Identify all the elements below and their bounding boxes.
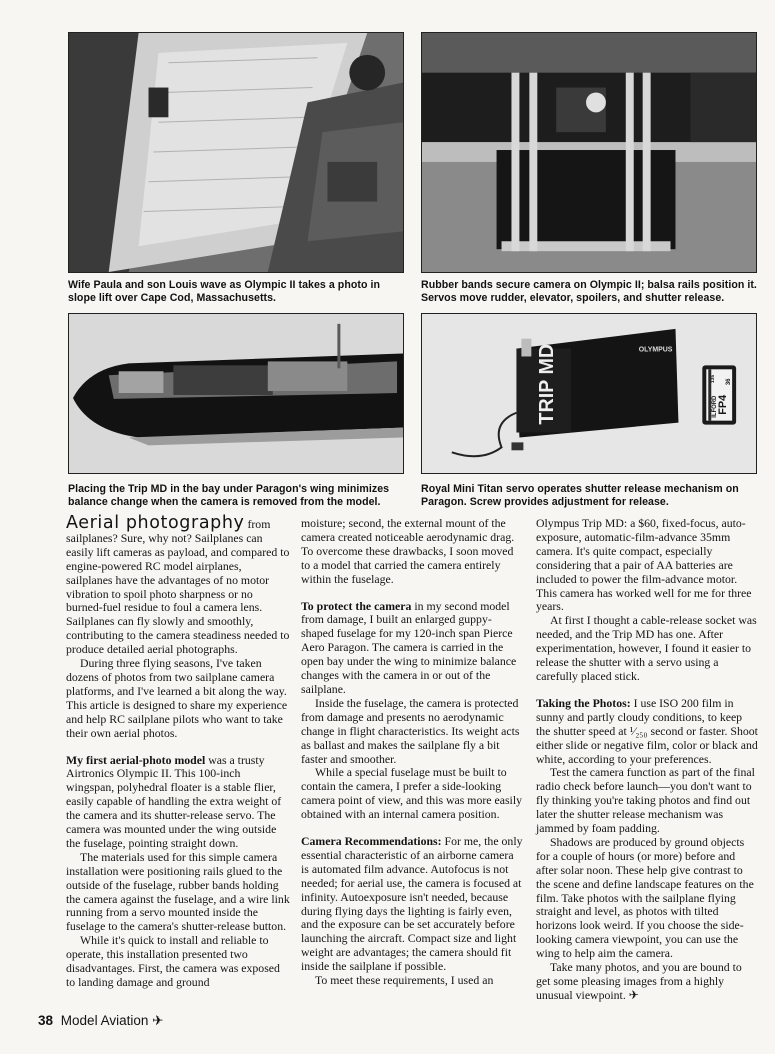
article-section-paragraph: To protect the camera in my second model from damage, I built an enlarged guppy-shaped fuselage for my 120-inch span Pierce Aero Paragon. The camera is carried in the open bay under the wing to minimize balance changes with the camera in or out of the sailplane.: [301, 598, 517, 696]
caption-photo-3: Placing the Trip MD in the bay under Paragon's wing minimizes balance change when the camera is removed from the model.: [68, 483, 390, 508]
article-column-2: [301, 517, 523, 988]
article-paragraph: The materials used for this simple camera installation were positioning rails glued to the outside of the fuselage, rubber bands holding the camera against the fuselage, and a wire link running from a servo mounted inside the fuselage to the camera's shutter-release button.: [66, 849, 290, 934]
article-paragraph: Olympus Trip MD: a $60, fixed-focus, auto-exposure, automatic-film-advance 35mm camera. It's quite compact, especially considering that a pair of AA batteries are included to power the film-advance motor. This camera has worked well for me for three years.: [536, 516, 752, 614]
article-paragraph: While it's quick to install and reliable to operate, this installation presented two disadvantages. First, the camera was exposed to landing damage and ground: [66, 933, 280, 989]
film-speed-label: 135: [711, 374, 717, 384]
article-paragraph: To meet these requirements, I used an: [315, 973, 494, 988]
camera-model-label: TRIP MD: [536, 343, 559, 425]
film-type-label: FP4: [717, 394, 730, 415]
caption-photo-2: Rubber bands secure camera on Olympic II; balsa rails position it. Servos move rudder, elevator, spoilers, and shutter release.: [421, 279, 757, 304]
magazine-name: Model Aviation: [60, 1013, 149, 1028]
article-column-3: [536, 517, 758, 1003]
article-paragraph: At first I thought a cable-release socket was needed, and the Trip MD has one. After experimentation, however, I found it easier to release the shutter with a servo using a carefully placed stick.: [536, 613, 757, 683]
end-mark-icon: ✈: [628, 987, 639, 1002]
photo-camera-rubber-bands: [421, 32, 757, 273]
photo-camera-and-film: [421, 313, 757, 474]
photo-fuselage-bay: [68, 313, 404, 474]
article-paragraph: Test the camera function as part of the final radio check before launch—you don't want to fly thinking you're taking photos and find out later the shutter release mechanism was jammed by foam padding.: [536, 765, 755, 836]
article-column-1: [66, 513, 291, 990]
page-footer: [38, 1013, 163, 1029]
caption-photo-4: Royal Mini Titan servo operates shutter release mechanism on Paragon. Screw provides adjustment for release.: [421, 483, 739, 508]
article-section-paragraph: Taking the Photos: I use ISO 200 film in sunny and partly cloudy conditions, to keep the shutter speed at ¹⁄₂₅₀ second or faster. Shoot either slide or negative film, color or black and white, according to your preferences.: [536, 695, 758, 766]
article-paragraph: Inside the fuselage, the camera is protected from damage and presents no aerodynamic change in flight characteristics. Its weight acts as ballast and makes the sailplane fly a bit faster and smoother.: [301, 695, 520, 766]
photo-aerial-view: [68, 32, 404, 273]
film-brand-label: ILFORD: [712, 395, 719, 418]
airplane-icon: ✈: [152, 1013, 164, 1028]
page-number: 38: [38, 1013, 54, 1028]
article-paragraph: moisture; second, the external mount of the camera created noticeable aerodynamic drag. To overcome these drawbacks, I soon moved to a model that carried the camera entirely within the fuselage.: [301, 516, 515, 586]
film-count-label: 36: [726, 378, 733, 386]
article-section-paragraph: Camera Recommendations: For me, the only essential characteristic of an airborne camera is automated film advance. Autofocus is not needed; for aerial use, the camera is focused at infinity. Autoexposure isn't needed, because during flying days the lighting is fairly even, and the exposure can be set accurately before launching the aircraft. Compact size and light weight are advantages; the camera should fit inside the sailplane if possible.: [301, 834, 523, 974]
article-intro-paragraph: Aerial photography from sailplanes? Sure, why not? Sailplanes can easily lift cameras as payload, and compared to engine-powered RC model airplanes, sailplanes have the advantages of no motor vibration to spoil photo sharpness or no burned-fuel residue to foul a camera lens. Sailplanes can fly slowly and smoothly, contributing to the camera steadiness needed to produce detailed aerial photographs.: [66, 513, 290, 657]
caption-photo-1: Wife Paula and son Louis wave as Olympic II takes a photo in slope lift over Cape Cod, Massachusetts.: [68, 279, 380, 304]
article-section-paragraph: My first aerial-photo model was a trusty Airtronics Olympic II. This 100-inch wingspan, polyhedral floater is a stable flier, easily capable of handling the extra weight of the camera and its shutter-release servo. The camera was mounted under the wing outside the fuselage, pointing straight down.: [66, 752, 282, 850]
article-paragraph: While a special fuselage must be built to contain the camera, I prefer a side-looking camera point of view, and this was more easily obtained with an internal camera position.: [301, 765, 523, 822]
article-paragraph: Shadows are produced by ground objects for a couple of hours (or more) before and after solar noon. These help give contrast to the scene and define landscape features on the film. Take photos with the sailplane flying straight and level, as photos with tilted horizons look weird. If you choose the side-looking camera viewpoint, you can use the wing to help aim the camera.: [536, 834, 754, 961]
article-closing-paragraph: Take many photos, and you are bound to get some pleasing images from a highly unusual viewpoint. ✈: [536, 960, 742, 1002]
article-paragraph: During three flying seasons, I've taken dozens of photos from two sailplane camera platforms, and I've learned a bit along the way. This article is designed to share my experience and help RC sailplane pilots who want to take their own aerial photos.: [66, 656, 288, 740]
article-lead-in: Aerial photography: [66, 513, 245, 533]
camera-brand-label: OLYMPUS: [638, 346, 673, 354]
